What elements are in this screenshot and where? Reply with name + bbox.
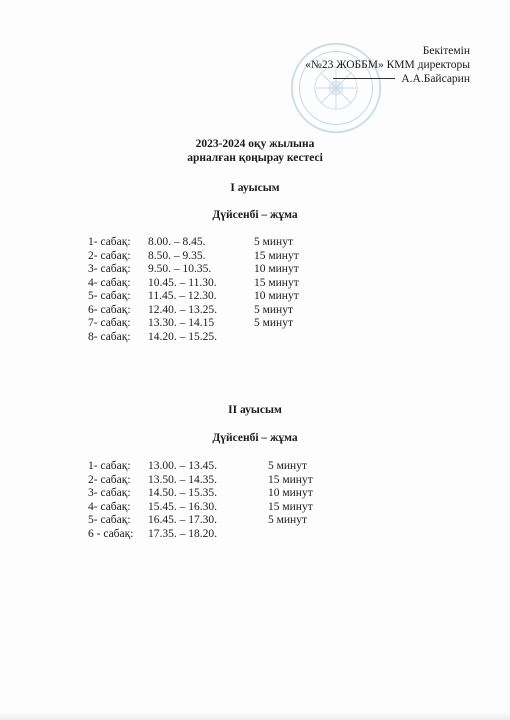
lesson-time: 11.45. – 12.30. [148, 290, 217, 302]
lesson-time: 9.50. – 10.35. [148, 263, 212, 275]
schedule-row [88, 277, 348, 291]
schedule-row [88, 474, 358, 488]
approval-heading: Бекітемін [422, 45, 470, 57]
lesson-time: 13.30. – 14.15 [148, 317, 215, 329]
break-duration: 5 минут [268, 460, 307, 472]
break-duration: 15 минут [254, 276, 299, 289]
break-duration: 10 минут [268, 487, 313, 499]
schedule-row [88, 304, 348, 318]
break-duration: 10 минут [254, 263, 299, 275]
lesson-time: 15.45. – 16.30. [148, 500, 217, 513]
lesson-time: 10.45. – 11.30. [148, 276, 217, 289]
lesson-time: 17.35. – 18.20. [148, 527, 217, 540]
break-duration: 10 минут [254, 290, 299, 302]
schedule-row [88, 236, 348, 250]
schedule-row [88, 290, 348, 304]
lesson-time: 14.20. – 15.25. [148, 330, 217, 343]
lesson-label: 3- сабақ: [88, 263, 131, 275]
lesson-label: 2- сабақ: [88, 249, 131, 262]
lesson-label: 1- сабақ: [88, 236, 131, 248]
lesson-time: 12.40. – 13.25. [148, 303, 217, 316]
lesson-label: 6 - сабақ: [88, 527, 134, 540]
lesson-label: 5- сабақ: [88, 290, 131, 302]
lesson-label: 8- сабақ: [88, 330, 131, 343]
shift1-schedule [88, 236, 348, 344]
approval-organization: «№23 ЖОББМ» КММ директоры [305, 59, 470, 71]
schedule-row [88, 263, 348, 277]
lesson-time: 13.00. – 13.45. [148, 460, 217, 472]
break-duration: 15 минут [268, 500, 313, 513]
break-duration: 5 минут [254, 317, 293, 329]
shift1-title: I ауысым [230, 182, 280, 194]
schedule-row [88, 528, 358, 542]
lesson-time: 13.50. – 14.35. [148, 473, 217, 486]
shift1-days: Дүйсенбі – жұма [212, 209, 298, 221]
schedule-row [88, 250, 348, 264]
shift2-schedule [88, 460, 358, 541]
signature-underline [333, 78, 395, 79]
lesson-label: 6- сабақ: [88, 303, 131, 316]
lesson-label: 2- сабақ: [88, 473, 131, 486]
title-line-2: арналған қоңырау кестесі [187, 152, 323, 164]
lesson-label: 3- сабақ: [88, 487, 131, 499]
lesson-label: 5- сабақ: [88, 514, 131, 526]
title-line-1: 2023-2024 оқу жылына [195, 138, 315, 150]
break-duration: 5 минут [254, 236, 293, 248]
page-bottom-edge [0, 712, 510, 720]
lesson-label: 4- сабақ: [88, 276, 131, 289]
document-title [0, 137, 510, 165]
schedule-row [88, 487, 358, 501]
lesson-label: 7- сабақ: [88, 317, 131, 329]
lesson-time: 16.45. – 17.30. [148, 514, 217, 526]
lesson-time: 8.00. – 8.45. [148, 236, 206, 248]
schedule-row [88, 501, 358, 515]
schedule-row [88, 460, 358, 474]
lesson-time: 8.50. – 9.35. [148, 249, 206, 262]
schedule-row [88, 514, 358, 528]
shift2-days: Дүйсенбі – жұма [212, 432, 298, 444]
schedule-row [88, 331, 348, 345]
shift2-title: II ауысым [228, 404, 282, 416]
break-duration: 5 минут [268, 514, 307, 526]
break-duration: 15 минут [268, 473, 313, 486]
lesson-label: 1- сабақ: [88, 460, 131, 472]
approval-signature-line [305, 72, 470, 86]
break-duration: 15 минут [254, 249, 299, 262]
approval-block [305, 44, 470, 86]
break-duration: 5 минут [254, 303, 293, 316]
lesson-label: 4- сабақ: [88, 500, 131, 513]
director-name: А.А.Байсарин [401, 73, 470, 85]
schedule-row [88, 317, 348, 331]
lesson-time: 14.50. – 15.35. [148, 487, 217, 499]
